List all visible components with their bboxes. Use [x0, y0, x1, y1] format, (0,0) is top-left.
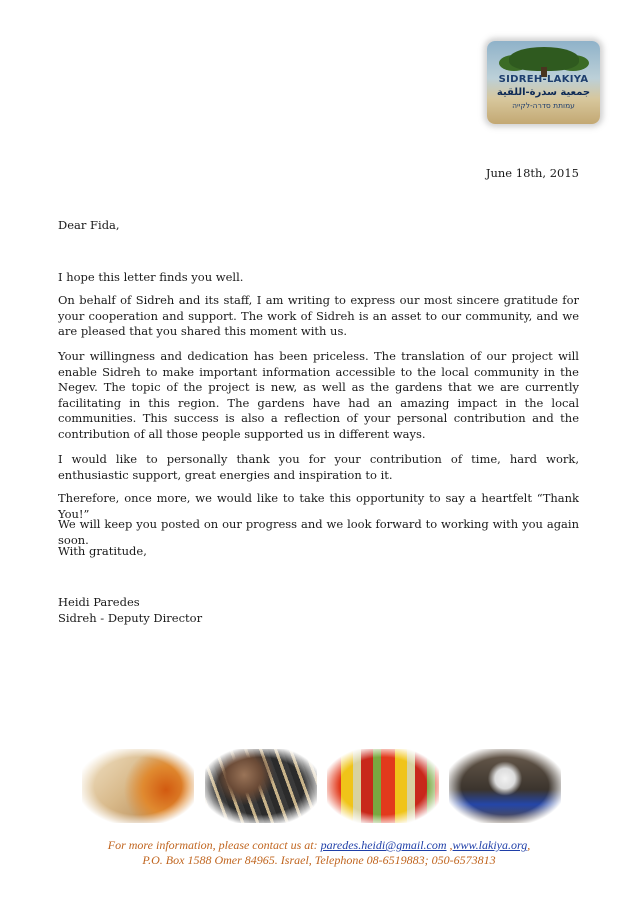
letter-paragraph-1: I hope this letter finds you well. [58, 270, 244, 284]
spices-photo [82, 749, 194, 823]
letter-paragraph-4: I would like to personally thank you for your contribution of time, hard work, enthusiastic support, great energies and inspiration to it. [58, 452, 579, 482]
logo-title: SIDREH-LAKIYA [498, 74, 589, 85]
letter-paragraph-6: We will keep you posted on our progress and we look forward to working with you again soon. [58, 517, 579, 547]
signature-block [58, 594, 202, 626]
footer-separator: , [446, 838, 453, 852]
footer-contact-line [0, 838, 638, 853]
footer-website-link[interactable]: www.lakiya.org [452, 838, 528, 852]
sidreh-lakiya-logo [487, 41, 600, 124]
footer-contact-prefix: For more information, please contact us at: [107, 838, 321, 852]
signature-title: Sidreh - Deputy Director [58, 611, 203, 625]
letter-paragraph-5: Therefore, once more, we would like to take this opportunity to say a heartfelt “Thank You!” [58, 491, 579, 521]
letter-paragraph-3: Your willingness and dedication has been priceless. The translation of our project will enable Sidreh to make important information accessible to the local community in the Negev. The topic of the project is new, as well as the gardens that we are currently facilitating in this region. The gardens have had an amazing impact in the local communities. This success is also a reflection of your personal contribution and the contribution of all those people supported us in different ways. [58, 349, 579, 441]
logo-arabic-text: جمعية سدرة-اللقية [496, 87, 591, 98]
loom-weaver-photo [449, 749, 561, 823]
dyed-wool-photo [327, 749, 439, 823]
weaving-hands-photo [205, 749, 317, 823]
logo-hebrew-text: עמותת סדרה-לקייה [512, 101, 575, 110]
letter-closing: With gratitude, [58, 544, 147, 558]
footer-contact-suffix: , [527, 838, 531, 852]
footer-email-link[interactable]: paredes.heidi@gmail.com [320, 838, 447, 852]
signature-name: Heidi Paredes [58, 595, 140, 609]
letter-paragraph-2: On behalf of Sidreh and its staff, I am writing to express our most sincere gratitude for your cooperation and support. The work of Sidreh is an asset to our community, and we are pleased that you shared this moment with us. [58, 293, 579, 338]
footer-address-line: P.O. Box 1588 Omer 84965. Israel, Telephone 08-6519883; 050-6573813 [142, 853, 496, 867]
letter-greeting: Dear Fida, [58, 218, 120, 232]
letter-date: June 18th, 2015 [485, 166, 579, 180]
